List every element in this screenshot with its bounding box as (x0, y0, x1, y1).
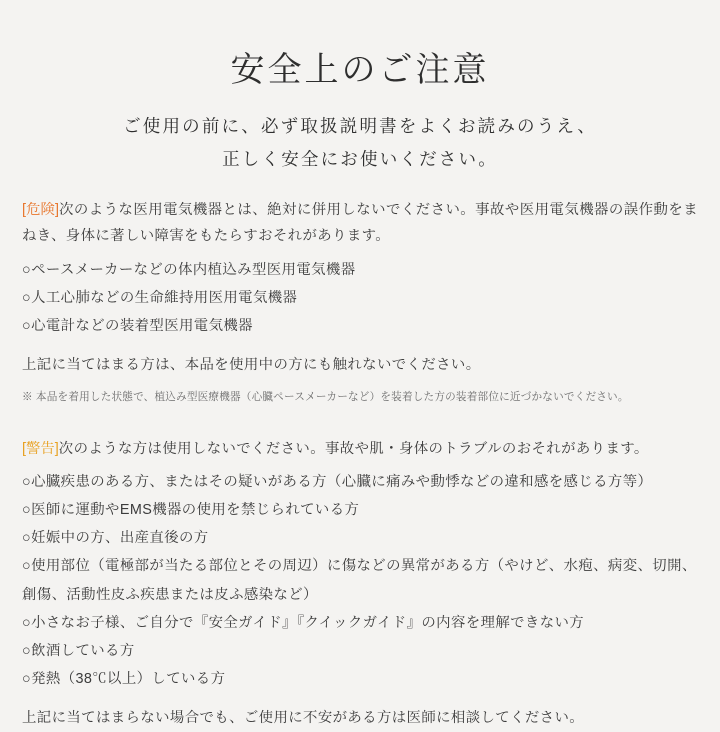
warning-tag: [警告] (22, 440, 59, 457)
list-item: ○妊娠中の方、出産直後の方 (22, 530, 209, 547)
lead-paragraph (22, 110, 698, 177)
list-item: ○心臓疾患のある方、またはその疑いがある方（心臓に痛みや動悸などの違和感を感じる方等） (22, 474, 653, 491)
danger-paragraph (22, 197, 698, 250)
warning-paragraph (22, 436, 698, 463)
warning-body: 次のような方は使用しないでください。事故や肌・身体のトラブルのおそれがあります。 (58, 440, 649, 457)
warning-item-list (22, 468, 698, 693)
list-item: ○使用部位（電極部が当たる部位とその周辺）に傷などの異常がある方（やけど、水疱、病変、切開、創傷、活動性皮ふ疾患または皮ふ感染など） (22, 558, 697, 603)
danger-body: 次のような医用電気機器とは、絶対に併用しないでください。事故や医用電気機器の誤作動をまねき、身体に著しい障害をもたらすおそれがあります。 (22, 201, 699, 245)
lead-line-2: 正しく安全にお使いください。 (222, 149, 498, 170)
warning-closing: 上記に当てはまらない場合でも、ご使用に不安がある方は医師に相談してください。 (22, 709, 585, 726)
list-item: ○小さなお子様、ご自分で『安全ガイド』『クイックガイド』の内容を理解できない方 (22, 614, 585, 631)
list-item: ○人工心肺などの生命維持用医用電気機器 (22, 290, 298, 307)
danger-item-list (22, 256, 698, 340)
list-item: ○飲酒している方 (22, 642, 135, 659)
danger-tag: [危険] (22, 201, 59, 218)
lead-line-1: ご使用の前に、必ず取扱説明書をよくお読みのうえ、 (123, 116, 597, 137)
danger-footnote: ※ 本品を着用した状態で、植込み型医療機器（心臓ペースメーカーなど）を装着した方の装着部位に近づかないでください。 (22, 390, 629, 403)
list-item: ○医師に運動やEMS機器の使用を禁じられている方 (22, 502, 360, 519)
list-item: ○ペースメーカーなどの体内植込み型医用電気機器 (22, 261, 356, 278)
danger-closing: 上記に当てはまる方は、本品を使用中の方にも触れないでください。 (22, 357, 481, 374)
danger-section (22, 197, 698, 406)
warning-section (22, 436, 698, 732)
section-spacer (22, 410, 698, 436)
page-title: 安全上のご注意 (230, 51, 490, 89)
list-item: ○発熱（38℃以上）している方 (22, 670, 226, 687)
list-item: ○心電計などの装着型医用電気機器 (22, 318, 253, 335)
